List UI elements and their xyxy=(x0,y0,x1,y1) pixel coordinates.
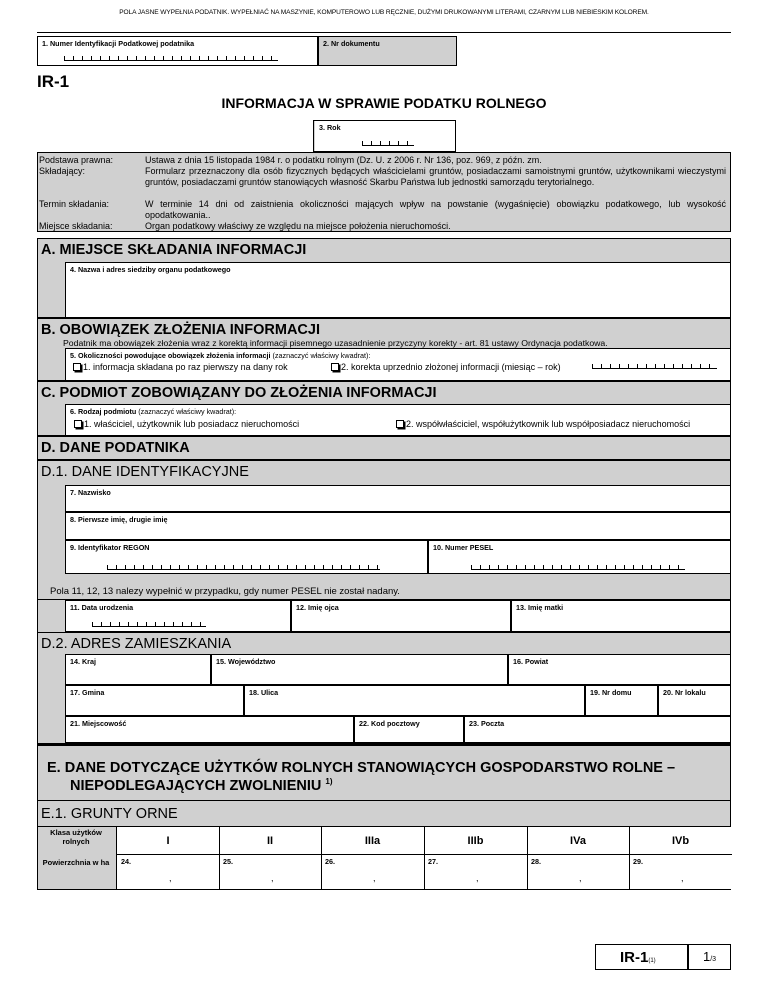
area-field[interactable] xyxy=(219,855,321,889)
tick-mark xyxy=(100,56,101,60)
circumstances-label: 5. Okoliczności powodujące obowiązek złożenia informacji xyxy=(70,351,271,360)
tick-mark xyxy=(181,56,182,60)
regon-field[interactable] xyxy=(65,540,428,574)
tick-mark xyxy=(262,56,263,60)
tick-mark xyxy=(359,565,360,569)
tick-mark xyxy=(91,56,92,60)
class-header: IVb xyxy=(671,835,690,847)
area-row-label: Powierzchnia w ha xyxy=(42,858,110,867)
tick-mark xyxy=(646,364,647,368)
tick-mark xyxy=(188,565,189,569)
tick-mark xyxy=(191,622,192,626)
footnote-ref: 1) xyxy=(325,777,333,786)
checkbox-icon[interactable] xyxy=(331,363,339,371)
decimal-separator: , xyxy=(271,873,274,883)
pesel-label: 10. Numer PESEL xyxy=(433,543,494,552)
class-header: I xyxy=(166,835,170,847)
tick-mark xyxy=(287,565,288,569)
circumstances-field xyxy=(65,348,731,381)
post-office-field[interactable] xyxy=(464,716,731,743)
city-label: 21. Miejscowość xyxy=(70,719,127,728)
surname-field[interactable] xyxy=(65,485,731,512)
mother-name-label: 13. Imię matki xyxy=(516,603,564,612)
tick-mark xyxy=(199,56,200,60)
submitter-label: Składający: xyxy=(39,166,86,176)
mother-name-field[interactable] xyxy=(511,600,731,632)
class-header: IIIb xyxy=(467,835,484,847)
tick-mark xyxy=(655,364,656,368)
entity-type-field xyxy=(65,404,731,436)
tick-mark xyxy=(173,622,174,626)
doc-number-label: 2. Nr dokumentu xyxy=(323,39,380,48)
tick-mark xyxy=(362,141,363,145)
street-field[interactable] xyxy=(244,685,585,716)
flat-number-label: 20. Nr lokalu xyxy=(663,688,706,697)
section-d1 xyxy=(37,460,731,600)
surname-label: 7. Nazwisko xyxy=(70,488,111,497)
section-e1 xyxy=(37,801,731,827)
tick-mark xyxy=(651,565,652,569)
nip-digit-boxes xyxy=(64,56,278,61)
tick-mark xyxy=(305,565,306,569)
tick-mark xyxy=(579,565,580,569)
tick-mark xyxy=(398,141,399,145)
tick-mark xyxy=(637,364,638,368)
tick-mark xyxy=(242,565,243,569)
decimal-separator: , xyxy=(373,873,376,883)
tick-mark xyxy=(471,565,472,569)
section-c xyxy=(37,381,731,436)
area-field-label: 26. xyxy=(325,857,335,866)
area-field[interactable] xyxy=(424,855,527,889)
house-number-field[interactable] xyxy=(585,685,658,716)
tick-mark xyxy=(543,565,544,569)
tax-office-label: 4. Nazwa i adres siedziby organu podatkowego xyxy=(70,265,231,274)
footer-form-code-box xyxy=(595,944,688,970)
legal-basis-text: Ustawa z dnia 15 listopada 1984 r. o podatku rolnym (Dz. U. z 2006 r. Nr 136, poz. 969, z późn. zm. xyxy=(145,155,542,165)
footer-version: (1) xyxy=(648,958,656,964)
option-co-owner[interactable] xyxy=(396,419,690,429)
page-total: /3 xyxy=(710,956,717,963)
first-names-label: 8. Pierwsze imię, drugie imię xyxy=(70,515,168,524)
tick-mark xyxy=(628,364,629,368)
tick-mark xyxy=(642,565,643,569)
area-field-label: 28. xyxy=(531,857,541,866)
tick-mark xyxy=(73,56,74,60)
form-code: IR-1 xyxy=(37,72,70,91)
tick-mark xyxy=(597,565,598,569)
commune-field[interactable] xyxy=(65,685,244,716)
tick-mark xyxy=(480,565,481,569)
area-field[interactable] xyxy=(117,855,219,889)
section-b xyxy=(37,318,731,381)
page-number xyxy=(703,949,716,964)
tick-mark xyxy=(570,565,571,569)
tick-mark xyxy=(152,565,153,569)
place-text: Organ podatkowy właściwy ze względu na miejsce położenia nieruchomości. xyxy=(145,221,451,231)
area-field[interactable] xyxy=(527,855,629,889)
father-name-field[interactable] xyxy=(291,600,511,632)
class-header: IVa xyxy=(570,835,586,847)
pesel-field[interactable] xyxy=(428,540,731,574)
tick-mark xyxy=(197,565,198,569)
section-b-title: B. OBOWIĄZEK ZŁOŻENIA INFORMACJI xyxy=(41,322,320,338)
tick-mark xyxy=(534,565,535,569)
flat-number-field[interactable] xyxy=(658,685,731,716)
area-field[interactable] xyxy=(629,855,732,889)
tick-mark xyxy=(296,565,297,569)
tick-mark xyxy=(137,622,138,626)
section-e-title-line1: E. DANE DOTYCZĄCE UŻYTKÓW ROLNYCH STANOWIĄCYCH GOSPODARSTWO ROLNE – xyxy=(47,760,676,776)
postal-code-field[interactable] xyxy=(354,716,464,743)
submitter-text: Formularz przeznaczony dla osób fizycznych będących właścicielami gruntów, posiadaczami samoistnymi gruntów, użytkownikami wieczystymi gruntów, posiadaczami gruntów stanowiących własność Skarbu Państwa lub jednostki samorządu terytorialnego. xyxy=(145,166,726,187)
place-label: Miejsce składania: xyxy=(39,221,113,231)
tick-mark xyxy=(525,565,526,569)
entity-type-label: 6. Rodzaj podmiotu xyxy=(70,407,137,416)
commune-label: 17. Gmina xyxy=(70,688,105,697)
option-first-time[interactable] xyxy=(73,362,288,372)
county-label: 16. Powiat xyxy=(513,657,549,666)
area-grid xyxy=(116,827,731,889)
tick-mark xyxy=(107,565,108,569)
tick-mark xyxy=(669,565,670,569)
tick-mark xyxy=(624,565,625,569)
house-number-label: 19. Nr domu xyxy=(590,688,632,697)
tick-mark xyxy=(182,622,183,626)
section-d xyxy=(37,436,731,460)
country-field[interactable] xyxy=(65,654,211,685)
tick-mark xyxy=(691,364,692,368)
tick-mark xyxy=(700,364,701,368)
tick-mark xyxy=(82,56,83,60)
tick-mark xyxy=(172,56,173,60)
tick-mark xyxy=(128,622,129,626)
birth-row xyxy=(37,600,731,633)
tick-mark xyxy=(601,364,602,368)
pesel-note: Pola 11, 12, 13 nalezy wypełnić w przypadku, gdy numer PESEL nie został nadany. xyxy=(50,586,400,597)
voivodeship-label: 15. Województwo xyxy=(216,657,276,666)
page-number-box xyxy=(688,944,731,970)
section-d1-title: D.1. DANE IDENTYFIKACYJNE xyxy=(41,464,249,480)
option-first-time-label: 1. informacja składana po raz pierwszy na dany rok xyxy=(83,362,288,372)
decimal-separator: , xyxy=(476,873,479,883)
tick-mark xyxy=(119,622,120,626)
tick-mark xyxy=(278,565,279,569)
tick-mark xyxy=(143,565,144,569)
footer-code-text: IR-1 xyxy=(620,949,649,966)
nip-field[interactable] xyxy=(37,36,318,66)
section-e-title-text: NIEPODLEGAJĄCYCH ZWOLNIENIU xyxy=(70,777,322,794)
tick-mark xyxy=(64,56,65,60)
section-d2 xyxy=(37,633,731,744)
page-title: INFORMACJA W SPRAWIE PODATKU ROLNEGO xyxy=(221,95,547,111)
post-office-label: 23. Poczta xyxy=(469,719,505,728)
tick-mark xyxy=(633,565,634,569)
class-row-label: Klasa użytków rolnych xyxy=(50,828,102,846)
tick-mark xyxy=(660,565,661,569)
tick-mark xyxy=(251,565,252,569)
section-a-title: A. MIEJSCE SKŁADANIA INFORMACJI xyxy=(41,242,307,258)
tick-mark xyxy=(709,364,710,368)
month-year-boxes[interactable] xyxy=(592,364,717,369)
year-digit-boxes xyxy=(362,141,414,146)
decimal-separator: , xyxy=(579,873,582,883)
tick-mark xyxy=(615,565,616,569)
tick-mark xyxy=(217,56,218,60)
tick-mark xyxy=(610,364,611,368)
tick-mark xyxy=(673,364,674,368)
checkbox-icon[interactable] xyxy=(74,420,82,428)
tick-mark xyxy=(163,56,164,60)
arable-land-table xyxy=(37,827,731,890)
tick-mark xyxy=(407,141,408,145)
tick-mark xyxy=(588,565,589,569)
section-c-title: C. PODMIOT ZOBOWIĄZANY DO ZŁOŻENIA INFORMACJI xyxy=(41,385,437,401)
tick-mark xyxy=(235,56,236,60)
area-field-label: 27. xyxy=(428,857,438,866)
tick-mark xyxy=(323,565,324,569)
tick-mark xyxy=(125,565,126,569)
tick-mark xyxy=(516,565,517,569)
class-header: IIIa xyxy=(364,835,381,847)
option-owner-label: 1. właściciel, użytkownik lub posiadacz nieruchomości xyxy=(84,419,300,429)
option-co-owner-label: 2. współwłaściciel, współużytkownik lub współposiadacz nieruchomości xyxy=(406,419,691,429)
birth-date-boxes xyxy=(92,622,206,627)
tick-mark xyxy=(200,622,201,626)
check-hint: (zaznaczyć właściwy kwadrat): xyxy=(138,407,237,416)
checkbox-icon[interactable] xyxy=(73,363,81,371)
tick-mark xyxy=(109,56,110,60)
tick-mark xyxy=(161,565,162,569)
decimal-separator: , xyxy=(681,873,684,883)
check-hint: (zaznaczyć właściwy kwadrat): xyxy=(272,351,371,360)
year-field-wrap xyxy=(313,120,456,152)
regon-label: 9. Identyfikator REGON xyxy=(70,543,150,552)
area-field-label: 25. xyxy=(223,857,233,866)
option-correction-label: 2. korekta uprzednio złożonej informacji (miesiąc – rok) xyxy=(341,362,561,372)
street-label: 18. Ulica xyxy=(249,688,279,697)
country-label: 14. Kraj xyxy=(70,657,96,666)
section-e1-title: E.1. GRUNTY ORNE xyxy=(41,806,178,822)
top-instruction-note: POLA JASNE WYPEŁNIA PODATNIK. WYPEŁNIAĆ NA MASZYNIE, KOMPUTEROWO LUB RĘCZNIE, DUŻYMI DRUKOWANYMI LITERAMI, CZARNYM LUB NIEBIESKIM KOLOREM. xyxy=(119,9,649,16)
tick-mark xyxy=(271,56,272,60)
tick-mark xyxy=(368,565,369,569)
tick-mark xyxy=(226,56,227,60)
area-field[interactable] xyxy=(321,855,424,889)
tick-mark xyxy=(118,56,119,60)
tick-mark xyxy=(507,565,508,569)
section-a xyxy=(37,238,731,318)
section-b-note: Podatnik ma obowiązek złożenia wraz z korektą informacji pisemnego uzasadnienie przyczyny korekty - art. 81 ustawy Ordynacja podatkowa. xyxy=(63,338,608,348)
tick-mark xyxy=(155,622,156,626)
class-header: II xyxy=(266,835,274,847)
tick-mark xyxy=(678,565,679,569)
tick-mark xyxy=(127,56,128,60)
info-block xyxy=(37,152,731,232)
voivodeship-field[interactable] xyxy=(211,654,508,685)
tick-mark xyxy=(179,565,180,569)
tax-office-field[interactable] xyxy=(65,262,731,318)
footer-form-code xyxy=(620,949,656,966)
father-name-label: 12. Imię ojca xyxy=(296,603,339,612)
tick-mark xyxy=(380,141,381,145)
tick-mark xyxy=(664,364,665,368)
nip-label: 1. Numer Identyfikacji Podatkowej podatnika xyxy=(42,39,195,48)
tick-mark xyxy=(101,622,102,626)
first-names-field[interactable] xyxy=(65,512,731,540)
tick-mark xyxy=(489,565,490,569)
area-field-label: 29. xyxy=(633,857,643,866)
tick-mark xyxy=(682,364,683,368)
tick-mark xyxy=(341,565,342,569)
tick-mark xyxy=(190,56,191,60)
tick-mark xyxy=(244,56,245,60)
section-e-title-line2 xyxy=(70,777,333,794)
tick-mark xyxy=(269,565,270,569)
deadline-label: Termin składania: xyxy=(39,199,110,209)
tick-mark xyxy=(170,565,171,569)
tick-mark xyxy=(136,56,137,60)
tick-mark xyxy=(233,565,234,569)
doc-number-field xyxy=(318,36,457,66)
tick-mark xyxy=(350,565,351,569)
section-d-title: D. DANE PODATNIKA xyxy=(41,440,190,456)
tick-mark xyxy=(377,565,378,569)
tick-mark xyxy=(371,141,372,145)
tick-mark xyxy=(215,565,216,569)
tick-mark xyxy=(92,622,93,626)
tick-mark xyxy=(619,364,620,368)
tick-mark xyxy=(314,565,315,569)
tick-mark xyxy=(606,565,607,569)
divider xyxy=(37,32,731,33)
tick-mark xyxy=(561,565,562,569)
tick-mark xyxy=(592,364,593,368)
legal-basis-label: Podstawa prawna: xyxy=(39,155,114,165)
section-d2-title: D.2. ADRES ZAMIESZKANIA xyxy=(41,636,232,652)
city-field[interactable] xyxy=(65,716,354,743)
deadline-text: W terminie 14 dni od zaistnienia okoliczności mających wpływ na powstanie (wygaśnięcie) obowiązku podatkowego, lub wysokość opodatkowania.. xyxy=(145,199,726,220)
pesel-digit-boxes xyxy=(471,565,685,570)
option-correction[interactable] xyxy=(331,362,561,372)
county-field[interactable] xyxy=(508,654,731,685)
section-e xyxy=(37,744,731,801)
tick-mark xyxy=(145,56,146,60)
tick-mark xyxy=(224,565,225,569)
tick-mark xyxy=(332,565,333,569)
option-owner[interactable] xyxy=(74,419,299,429)
tick-mark xyxy=(253,56,254,60)
birth-date-label: 11. Data urodzenia xyxy=(70,603,134,612)
area-field-label: 24. xyxy=(121,857,131,866)
tick-mark xyxy=(110,622,111,626)
tick-mark xyxy=(146,622,147,626)
tick-mark xyxy=(498,565,499,569)
checkbox-icon[interactable] xyxy=(396,420,404,428)
year-label: 3. Rok xyxy=(319,123,341,132)
decimal-separator: , xyxy=(169,873,172,883)
tick-mark xyxy=(260,565,261,569)
regon-digit-boxes xyxy=(107,565,380,570)
tick-mark xyxy=(208,56,209,60)
tick-mark xyxy=(389,141,390,145)
tick-mark xyxy=(134,565,135,569)
tick-mark xyxy=(552,565,553,569)
postal-code-label: 22. Kod pocztowy xyxy=(359,719,420,728)
tick-mark xyxy=(154,56,155,60)
page-current: 1 xyxy=(703,949,711,964)
tick-mark xyxy=(206,565,207,569)
birth-date-field[interactable] xyxy=(65,600,291,632)
year-field[interactable] xyxy=(315,121,455,151)
tick-mark xyxy=(164,622,165,626)
tick-mark xyxy=(116,565,117,569)
